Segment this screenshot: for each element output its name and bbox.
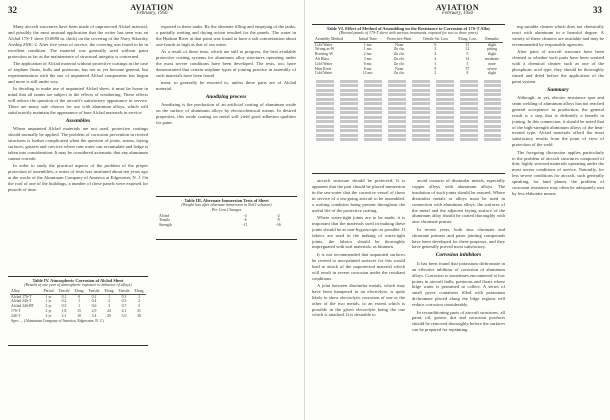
table-cell: 8 [466, 71, 469, 76]
row-label: Heat Rivet [315, 66, 332, 71]
table-cell: 9 [466, 52, 469, 57]
text-column-1 [8, 24, 148, 414]
row-label: Alclad [159, 213, 170, 218]
table-cell: 0.3 [61, 304, 67, 309]
paragraph: In deciding to make use of unpainted Alclad sheet, it must be borne in mind that all seams are subject to the effects of weathering. These effects will reduce the question of the aircraft's satisfactory appearance in service. There are many safe choices for use with aluminum alloys, which will satisfactorily maintain the appearance of bare Alclad materials in service. [8, 86, 148, 115]
paragraph: After parts of aircraft structure have been cleaned or whether such parts have been washed with a chemical cleaner such as one of the phosphoric acid type, they should be thoroughly rinsed and dried before the application of the paint system. [512, 49, 604, 84]
table-cell: 1 [434, 61, 437, 66]
table-cell: 2 [108, 299, 110, 304]
table-cell: 2 yr [45, 308, 52, 313]
column-header: Initial Time [355, 37, 382, 42]
table-iv [8, 276, 148, 346]
paragraph: In reconditioning parts of aircraft structures, all paint, oil, grease, dirt and corrosion products should be removed thoroughly before the surfaces can be prepared for repainting. [412, 309, 505, 333]
table-cell: 2 [434, 52, 437, 57]
table-cell: 5 [466, 61, 469, 66]
column-header: Elong [132, 289, 146, 294]
paragraph: A joint between dissimilar metals, which may have been hampered in an electrolyte, is quite likely to show electrolytic corrosion of one or the other of the two metals, to an extent which is possible in the given electrolyte being the one which is attacked. It is desirable to [312, 282, 405, 318]
table-cell: 2 yr [45, 304, 52, 309]
table-cell: -9 [276, 218, 280, 223]
table-vi [312, 24, 505, 174]
table-cell: 2 [434, 71, 437, 76]
table-cell: -6 [243, 218, 247, 223]
table-cell: 0.2 [91, 294, 97, 299]
table-cell: 0.5 [121, 299, 127, 304]
table-cell: 14 [465, 56, 470, 61]
table-cell: Zn chr. [393, 71, 405, 76]
magazine-title: AVIATION [435, 3, 480, 12]
row-label: Alclad 24S-RT [11, 304, 34, 309]
table-cell: 2 yr [45, 313, 52, 318]
table-cell: 21 [465, 42, 470, 47]
right-page [305, 0, 610, 420]
text-column-3 [512, 24, 604, 414]
column-header: Tensile [116, 289, 132, 294]
table-body [10, 289, 146, 319]
table-cell: 0 [78, 294, 80, 299]
column-header: Tensile [56, 289, 72, 294]
table-cell: 0.3 [121, 294, 127, 299]
table-cell: 1 mo. [363, 47, 373, 52]
page-number: 33 [593, 5, 602, 15]
table-cell: Zn chr. [393, 61, 405, 66]
table-cell: 18 [77, 313, 81, 318]
paragraph: Where unpainted Alclad materials are not used, protective coatings should normally be applied. The problem of corrosion prevention in riveted structures is further complicated when the question of joints, seams, faying surfaces, gussets and crevices where rain water can accumulate and lodge is taken into consideration. It may be considered axiomatic that any aluminum cannot corrode. [8, 126, 148, 161]
table-cell: 6 mo. [363, 61, 373, 66]
table-cell: 4 [434, 56, 437, 61]
column-header: Tensile Str. Loss [417, 37, 454, 42]
column-header: Elong [72, 289, 86, 294]
paragraph: Where water-tight joints are to be made, it is important that the materials used in making these joints should be as non-hygroscopic as possible. If fabrics are used in the making of water-tight joints, the fabrics should be thoroughly impregnated with seal materials, as bitumen. [312, 214, 405, 250]
page-number: 32 [8, 5, 17, 15]
table-cell: 3.4 [91, 313, 97, 318]
table-subtitle: (Riveted panels of 17S-T sheet with various treatments, exposed for two to three years) [339, 30, 478, 35]
table-cell: 1 [78, 304, 80, 309]
paragraph: exposed to these tanks. By the alternate filling and emptying of the tanks, a partially wetting and drying action resulted for the panels. The water in the Hudson River at that point was found to have a salt concentration about one-fourth as high as that of sea water. [156, 24, 296, 47]
row-label: Air Blast [315, 56, 329, 61]
table-cell: 31 [137, 308, 141, 313]
table-cell: Zn chr. [393, 56, 405, 61]
table-cell: 12 [465, 47, 470, 52]
table-cell: 38 [137, 313, 141, 318]
table-cell: moderate [484, 56, 500, 61]
column-header: Elong [102, 289, 116, 294]
table-cell: 0.7 [121, 304, 127, 309]
page-header [0, 3, 304, 19]
row-label: Tensile [159, 218, 170, 223]
paragraph: As a result of these tests, which are still in progress, the best available protective coating systems for aluminum alloy structures operating under the most severe conditions have been developed. The tests, too, have demonstrated that certain seaplane types of joining practice in assembly of such materials have been found. [156, 49, 296, 78]
row-label: Cold Water [315, 42, 333, 47]
paragraph: The application of Alclad material without protective coatings in the case of airplane floats, hulls and pontoons, has not as yet become general, but experimentation with the use of unpainted Alclad components has begun and more is still under way. [8, 60, 148, 84]
paragraph: aircraft structure should be protected. It is apparent that the part should be placed immersion in the sea-water that the corrosive vessel of those in service of a sea-going aircraft to be assembled, a wetting condition being present throughout the useful life of the protective coating. [312, 178, 405, 213]
column-header: Tensile [86, 289, 102, 294]
table-note: Spec. ... (Aluminum Company of America, Edgewater, N. J.) [11, 319, 104, 324]
table-subtitle: (Weight loss after alternate immersion in NaCl solution) [181, 202, 272, 207]
table-cell: None [395, 42, 404, 47]
table-cell: 4.1 [121, 308, 127, 313]
table-cell: 37 [465, 66, 470, 71]
table-cell: 29 [107, 313, 111, 318]
table-cell: 3 [108, 304, 110, 309]
table-cell: severe [487, 66, 497, 71]
table-cell: 0.2 [61, 299, 67, 304]
issue-date: February, 1956 [136, 11, 168, 16]
table-cell: Zn chr. [393, 47, 405, 52]
table-cell: slight [487, 52, 497, 57]
table-cell: 2 [138, 299, 140, 304]
column-header: Remarks [481, 37, 503, 42]
table-cell: 1.8 [61, 308, 67, 313]
table-cell: -11 [242, 223, 248, 228]
paragraph: avoid contacts of dissimilar metals, especially copper alloys with aluminum alloys. The insulation of such joints should be assured. Where dissimilar metals or alloys must be used in connection with aluminum alloys, the surfaces of the metal and the adjacent faying surface of the aluminum alloy should be coated thoroughly with zinc chromate primer. [412, 178, 505, 225]
table-body [314, 37, 503, 76]
row-label: Cold Water [315, 71, 333, 76]
table-cell: 0.4 [91, 299, 97, 304]
table-cell: 0.6 [91, 304, 97, 309]
section-heading: Summary [547, 86, 569, 93]
text-column-1 [312, 178, 405, 414]
row-label: 17S-T [11, 308, 21, 313]
table-cell: None [395, 66, 404, 71]
table-cell: 0.1 [61, 294, 67, 299]
table-cell: 1 [108, 294, 110, 299]
text-column-2 [412, 178, 505, 414]
column-header: Elong. Loss [454, 37, 481, 42]
table-cell: 2 [138, 294, 140, 299]
table-header: Per Cent Changes [211, 206, 242, 212]
row-label: Alclad 24S-T [11, 299, 32, 304]
table-cell: slight [487, 71, 497, 76]
table-cell: 1 yr [45, 299, 52, 304]
table-cell: 1 [78, 299, 80, 304]
section-heading: Assemblies [65, 117, 91, 124]
paragraph: ment, to generally be resorted to, unless these parts are of Alclad material. [156, 80, 296, 92]
table-cell: pitting [487, 47, 497, 52]
table-body [158, 214, 295, 228]
section-heading: Anodizing process [205, 93, 247, 100]
row-label: Cold Water [315, 61, 333, 66]
row-label: Riveting-W [315, 52, 333, 57]
paragraph: Anodizing is the production of an artificial coating of aluminum oxide on the surface of aluminum alloys by electrochemical means. In desired properties, this oxide coating on metal will yield good adhesion qualities for paint. [156, 102, 296, 126]
table-cell: 9 [434, 66, 437, 71]
table-cell: 24 [107, 308, 111, 313]
paragraph: In order to study the practical aspects of the problem of the proper protection of assemblies, a series of tests was instituted about ten years ago at the works of the Aluminum Company of America at Edgewater, N. J. On the roof of one of the buildings, a number of these panels were exposed for periods of time. [8, 162, 148, 192]
paragraph: ing suitable cleaner which does not chemically react with aluminum in a harmful degree. A variety of these cleaners are available and may be recommended by responsible agencies. [512, 24, 604, 47]
table-title: Table VI. Effect of Method of Assembling on the Resistance to Corrosion of 17S-T Alloy [326, 26, 491, 31]
table-cell: 3 [434, 47, 437, 52]
table-row [158, 223, 295, 228]
column-header: Period [41, 289, 56, 294]
paragraph: It has been found that potassium dichromate in an effective inhibitor of corrosion of aluminum alloys. Corrosion is sometimes encountered at low points in aircraft hulls, pontoons and floats where bilge water is permitted to collect. A series of small pyrex containers filled with potassium dichromate placed along the bilge regions will reduce corrosion considerably. [412, 260, 505, 308]
table-cell: Zn chr. [393, 52, 405, 57]
table-cell: 3 [138, 304, 140, 309]
table-title: Table IV. Atmospheric Corrosion of Alclad Sheet [32, 278, 124, 283]
paragraph: Although, as yet, electric resistance spot and seam welding of aluminum alloys has not reached general acceptance in production, the general result is a step that is definitely a benefit in joining. In this connection, it should be noted that of the high-strength aluminum alloys of the heat-treated type, Alclad materials afford the most satisfactory results from the point of view of protection of the weld. [512, 94, 604, 148]
magazine-title: AVIATION [130, 3, 174, 12]
page-header [305, 3, 610, 19]
table-cell: slight [487, 42, 497, 47]
section-heading: Corrosion inhibitors [435, 252, 482, 259]
column-header: Assembly Method [314, 37, 355, 42]
table-cell: 5.0 [121, 313, 127, 318]
column-header: Alloy [10, 289, 41, 294]
row-label: Strength [159, 223, 172, 228]
table-rule-lines [312, 76, 505, 145]
table-cell: 15 [77, 308, 81, 313]
table-cell: 2.9 [91, 308, 97, 313]
table-cell: 8 mo. [363, 66, 373, 71]
paragraph: Many aircraft structures have been made of unprotected Alclad material, and possibly the most unusual application that the writer has seen was an Alclad 17S-T sheet (0.0080 in. thick) on the covering of the Navy Sikorsky Airship ZMC-2. After five years of service, the covering was found to be in excellent condition. The material was generally used without paint protection as far as the maintenance of structural integrity is concerned. [8, 24, 148, 59]
row-label: Alclad 17S-T [11, 294, 32, 299]
table-cell: -4 [243, 213, 247, 218]
table-cell: 1 mo. [363, 42, 373, 47]
table-subtitle: (Results of one year of atmospheric exposure to behavior of alloys) [24, 282, 132, 287]
table-cell: 2 mo. [363, 52, 373, 57]
row-label: 24S-T [11, 313, 21, 318]
table-cell: 6 [434, 42, 437, 47]
issue-date: February, 1956 [441, 11, 474, 16]
table-cell: 3 mo. [363, 56, 373, 61]
table-iii [156, 196, 297, 240]
table-cell: 2.1 [61, 313, 67, 318]
row-label: Wrong as-W [315, 47, 335, 52]
table-cell: 1 yr [45, 294, 52, 299]
table-cell: none [488, 61, 496, 66]
table-cell: -2 [276, 213, 280, 218]
paragraph: It is not recommended that unpainted surfaces be riveted to non-painted surfaces for this would lead to attack of the unprotected material which will result in severe corrosion under the resultant conditions. [312, 251, 405, 281]
column-header: Protective Paint [381, 37, 416, 42]
table-cell: -16 [275, 223, 281, 228]
paragraph: The foregoing discussion applies particularly to the problem of aircraft structures composed of thin, highly stressed materials operating under the most severe conditions of service. Naturally, for less severe conditions for aircraft, such generally speaking, for land planes, the problem of corrosion resistance may often be adequately met by less elaborate means. [512, 149, 604, 196]
table-cell: 12 mo. [362, 71, 374, 76]
paragraph: In recent years, both zinc chromate and chromate primers and paste jointing compounds have been developed for these purposes, and they have generally proved most satisfactory. [412, 226, 505, 250]
table-title: Table III. Alternate Immersion Tests of Sheet [184, 198, 269, 203]
